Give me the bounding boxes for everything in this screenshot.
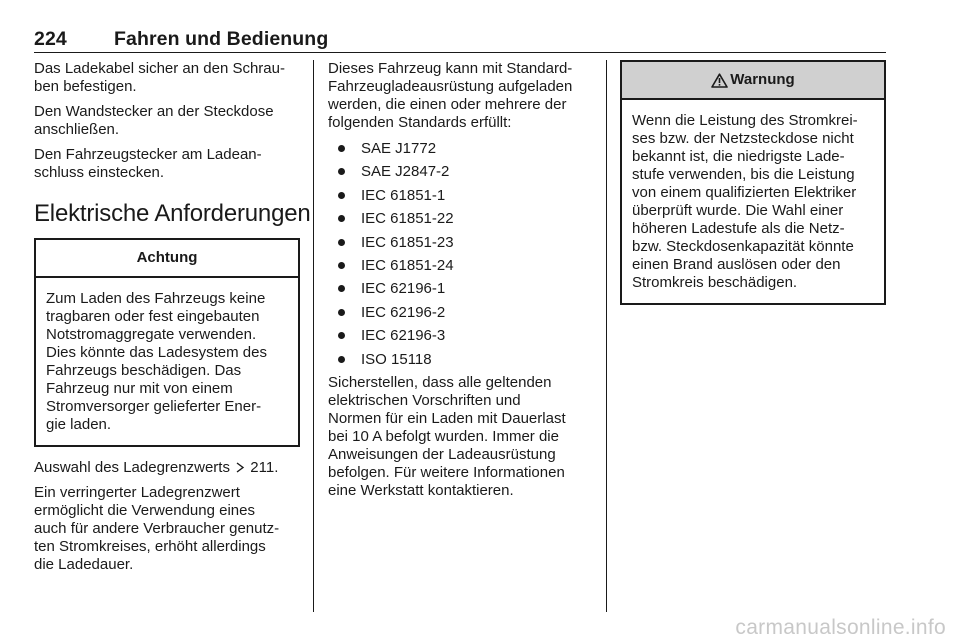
paragraph-reduced-charge-limit: Ein verringerter Ladegrenzwert ermöglicht die Verwendung eines auch für andere Verbraucher genutz- ten Stromkreises, erhöht allerdings die Ladedauer.	[34, 484, 280, 573]
section-title: Fahren und Bedienung	[114, 28, 329, 50]
attention-box	[34, 238, 300, 447]
list-item: IEC 61851-24	[328, 257, 594, 275]
ref-text: Auswahl des Ladegrenzwerts	[34, 459, 230, 476]
list-item: IEC 62196-2	[328, 304, 594, 322]
column-divider-2	[606, 60, 607, 612]
paragraph-cable-screw: Das Ladekabel sicher an den Schrau- ben befestigen.	[34, 60, 285, 95]
warning-text: Wenn die Leistung des Stromkrei- ses bzw. der Netzsteckdose nicht bekannt ist, die niedrigste Lade- stufe verwenden, bis die Leistung von einem qualifizierten Elektriker überprüft wurde. Die Wahl einer höheren Ladestufe als die Netz- bzw. Steckdosenkapazität könnte einen Brand auslösen oder den Stromkreis beschädigen.	[632, 112, 858, 291]
warning-header	[622, 62, 884, 100]
page-header	[34, 26, 886, 53]
attention-title: Achtung	[36, 240, 298, 278]
paragraph-regulations: Sicherstellen, dass alle geltenden elektrischen Vorschriften und Normen für ein Laden mit Dauerlast bei 10 A befolgt wurden. Immer die Anweisungen der Ladeausrüstung befolgen. Für weitere Informationen eine Werkstatt kontaktieren.	[328, 373, 566, 499]
warning-box	[620, 60, 886, 305]
list-item: ISO 15118	[328, 351, 594, 369]
paragraph-wall-plug: Den Wandstecker an der Steckdose anschließen.	[34, 103, 274, 138]
watermark: carmanualsonline.info	[735, 616, 946, 639]
list-item: SAE J2847-2	[328, 163, 594, 181]
list-item: IEC 61851-22	[328, 210, 594, 228]
list-item: IEC 62196-3	[328, 327, 594, 345]
warning-triangle-icon	[711, 73, 728, 88]
ref-page-link[interactable]: 211.	[250, 459, 279, 476]
heading-electrical-requirements: Elektrische Anforderungen	[34, 200, 311, 227]
standards-list	[328, 140, 594, 369]
list-item: IEC 61851-23	[328, 234, 594, 252]
column-divider-1	[313, 60, 314, 612]
paragraph-standards-intro: Dieses Fahrzeug kann mit Standard- Fahrzeugladeausrüstung aufgeladen werden, die einen oder mehrere der folgenden Standards erfüllt:	[328, 60, 573, 131]
list-item: IEC 61851-1	[328, 187, 594, 205]
column-3	[620, 60, 886, 305]
column-1	[34, 60, 311, 581]
paragraph-vehicle-plug: Den Fahrzeugstecker am Ladean- schluss einstecken.	[34, 146, 262, 181]
list-item: SAE J1772	[328, 140, 594, 158]
page-number: 224	[34, 28, 67, 50]
column-2	[328, 60, 594, 507]
paragraph-charge-limit-ref	[34, 459, 300, 477]
list-item: IEC 62196-1	[328, 280, 594, 298]
attention-text: Zum Laden des Fahrzeugs keine tragbaren oder fest eingebauten Notstromaggregate verwenden. Dies könnte das Ladesystem des Fahrzeugs beschädigen. Das Fahrzeug nur mit von einem Stromversorger gelieferter Ener- gie laden.	[46, 290, 267, 433]
warning-title: Warnung	[730, 71, 795, 88]
page-reference-arrow-icon	[235, 462, 245, 473]
